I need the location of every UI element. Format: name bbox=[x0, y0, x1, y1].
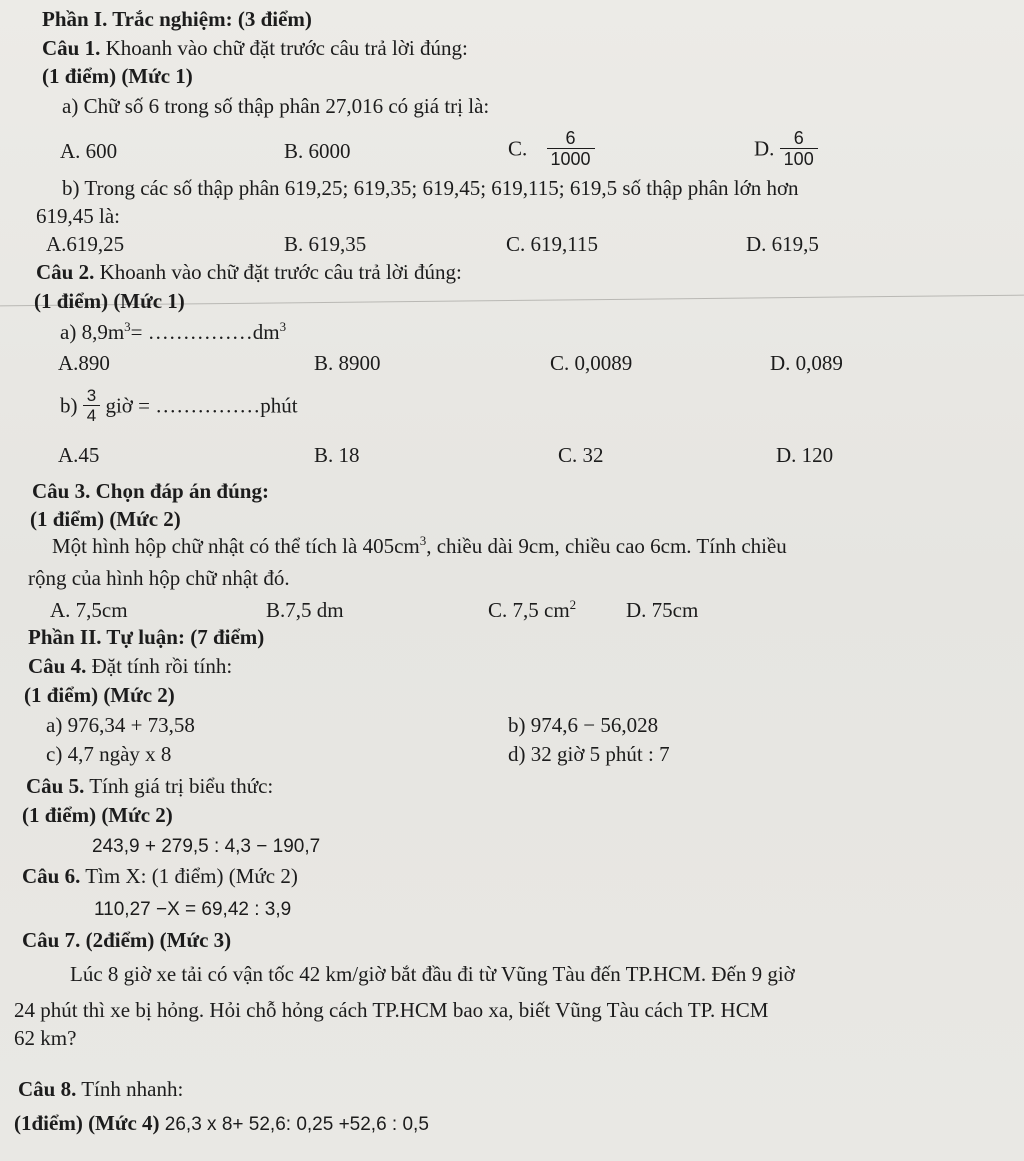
q1-a-option-a: A. 600 bbox=[60, 139, 118, 163]
q3-text-line2: rộng của hình hộp chữ nhật đó. bbox=[28, 566, 290, 590]
q2-b-option-c: C. 32 bbox=[558, 443, 604, 467]
q3-level: (1 điểm) (Mức 2) bbox=[30, 507, 181, 531]
q2-a-option-b: B. 8900 bbox=[314, 351, 381, 375]
q2-b-text: b) $\frac{3}{4}$ giờ = ……………phút bbox=[60, 386, 298, 425]
q5-expression: 243,9 + 279,5 : 4,3 − 190,7 bbox=[92, 836, 321, 857]
q7-heading: Câu 7. (2điểm) (Mức 3) bbox=[22, 928, 232, 952]
q6-expression: 110,27 −X = 69,42 : 3,9 bbox=[94, 899, 292, 920]
q7-text-line3: 62 km? bbox=[14, 1026, 77, 1050]
q3-option-b: B.7,5 dm bbox=[266, 598, 344, 622]
q2-heading: Câu 2. Khoanh vào chữ đặt trước câu trả lời đúng: bbox=[36, 260, 462, 284]
q4-part-a: a) 976,34 + 73,58 bbox=[46, 713, 195, 737]
q1-b-text: b) Trong các số thập phân 619,25; 619,35; 619,45; 619,115; 619,5 số thập phân lớn hơn bbox=[62, 176, 799, 200]
q2-b-option-b: B. 18 bbox=[314, 443, 360, 467]
q5-level: (1 điểm) (Mức 2) bbox=[22, 803, 173, 827]
q1-level: (1 điểm) (Mức 1) bbox=[42, 64, 193, 88]
q3-option-d: D. 75cm bbox=[626, 598, 699, 622]
q2-level: (1 điểm) (Mức 1) bbox=[34, 289, 185, 313]
q7-text-line2: 24 phút thì xe bị hỏng. Hỏi chỗ hỏng cách TP.HCM bao xa, biết Vũng Tàu cách TP. HCM bbox=[14, 998, 769, 1022]
q4-part-d: d) 32 giờ 5 phút : 7 bbox=[508, 742, 670, 766]
q4-part-b: b) 974,6 − 56,028 bbox=[508, 713, 659, 737]
q3-heading: Câu 3. Chọn đáp án đúng: bbox=[32, 479, 269, 503]
q3-option-a: A. 7,5cm bbox=[50, 598, 128, 622]
q8-heading: Câu 8. Tính nhanh: bbox=[18, 1077, 184, 1101]
q2-a-option-d: D. 0,089 bbox=[770, 351, 843, 375]
q1-heading: Câu 1. Khoanh vào chữ đặt trước câu trả lời đúng: bbox=[42, 36, 468, 60]
q1-a-option-b: B. 6000 bbox=[284, 139, 351, 163]
q1-b-text-cont: 619,45 là: bbox=[36, 204, 120, 228]
q2-b-option-d: D. 120 bbox=[776, 443, 834, 467]
q2-a-option-c: C. 0,0089 bbox=[550, 351, 633, 375]
q4-heading: Câu 4. Đặt tính rồi tính: bbox=[28, 654, 233, 678]
q7-text-line1: Lúc 8 giờ xe tải có vận tốc 42 km/giờ bắt đầu đi từ Vũng Tàu đến TP.HCM. Đến 9 giờ bbox=[70, 962, 795, 986]
q5-heading: Câu 5. Tính giá trị biểu thức: bbox=[26, 774, 274, 798]
q2-a-text: a) $8,9m^3=$ $\dots\dots\dots\dots\dots dm^3$ bbox=[60, 319, 287, 344]
q1-b-option-a: A.619,25 bbox=[46, 232, 125, 256]
q6-heading: Câu 6. Tìm X: (1 điểm) (Mức 2) bbox=[22, 864, 298, 888]
q2-b-option-a: A.45 bbox=[58, 443, 100, 467]
q8-body: (1điểm) (Mức 4) 26,3 x 8+ 52,6: 0,25 +52,6 : 0,5 bbox=[14, 1111, 429, 1135]
q1-a-option-d: D. $\frac{6}{100}$ bbox=[754, 128, 818, 169]
part2-title: Phần II. Tự luận: (7 điểm) bbox=[28, 625, 265, 649]
q1-a-text: a) Chữ số 6 trong số thập phân 27,016 có giá trị là: bbox=[62, 94, 490, 118]
q1-a-option-c: C. $\frac{6}{1000}$ bbox=[508, 128, 595, 169]
q2-a-option-a: A.890 bbox=[58, 351, 110, 375]
q1-b-option-d: D. 619,5 bbox=[746, 232, 819, 256]
q3-option-c: C. 7,5 $cm^2$ bbox=[488, 597, 577, 622]
part1-title: Phần I. Trắc nghiệm: (3 điểm) bbox=[42, 7, 312, 31]
q3-text-line1: Một hình hộp chữ nhật có thể tích là $405cm^3$, chiều dài 9cm, chiều cao 6cm. Tính chiều bbox=[52, 533, 787, 558]
q1-b-option-c: C. 619,115 bbox=[506, 232, 598, 256]
q4-level: (1 điểm) (Mức 2) bbox=[24, 683, 175, 707]
q1-b-option-b: B. 619,35 bbox=[284, 232, 367, 256]
q4-part-c: c) 4,7 ngày x 8 bbox=[46, 742, 172, 766]
